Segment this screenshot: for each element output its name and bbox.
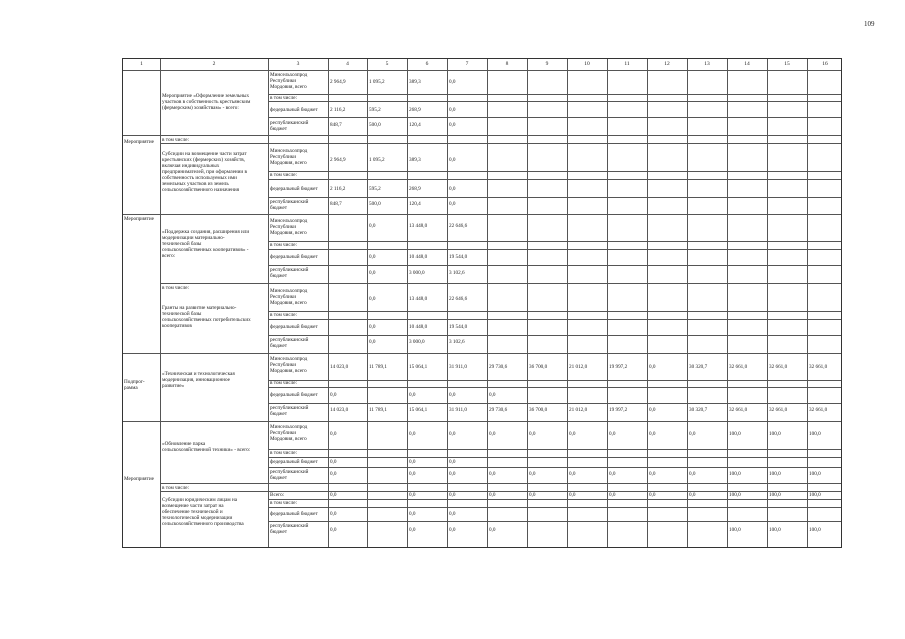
source-label: республиканский бюджет [270,523,309,535]
value-cell: 29 730,6 [489,364,508,370]
value-cell: 100,0 [729,471,741,477]
value-cell: 0,0 [449,471,456,477]
value-cell: 15 064,1 [409,407,428,413]
value-cell: 120,4 [409,122,421,128]
page-number: 109 [864,20,875,28]
value-cell: 0,0 [689,471,696,477]
source-label: республиканский бюджет [270,337,309,349]
value-cell: 0,0 [489,392,496,398]
source-label: Минсельхозпрод Республики Мордовия, всего [270,356,308,374]
value-cell: 0,0 [369,296,376,302]
source-label: федеральный бюджет [270,324,318,330]
value-cell: 0,0 [449,459,456,465]
source-label: Минсельхозпрод Республики Мордовия, всего [270,148,308,166]
value-cell: 100,0 [769,492,781,498]
value-cell: 19 997,2 [609,364,628,370]
value-cell: 22 646,6 [449,296,468,302]
value-cell: 0,0 [330,492,337,498]
row-type-label: Подпрог- рамма [124,379,145,391]
row-type-label: Мероприятие [124,476,154,482]
header-cell: 6 [425,61,429,67]
value-cell: 0,0 [409,431,416,437]
value-cell: 21 012,0 [569,364,588,370]
value-cell: 0,0 [529,492,536,498]
event-name: Гранты на развитие материально- технической базы сельскохозяйственных потребительских кооперативов [162,305,251,329]
value-cell: 14 023,0 [330,407,349,413]
value-cell: 0,0 [409,471,416,477]
value-cell: 32 661,0 [769,364,788,370]
value-cell: 31 911,0 [449,364,467,370]
value-cell: 0,0 [449,431,456,437]
value-cell: 100,0 [809,492,821,498]
value-cell: 0,0 [489,471,496,477]
value-cell: 100,0 [729,492,741,498]
value-cell: 32 661,0 [809,364,828,370]
value-cell: 10 448,0 [409,324,428,330]
value-cell: 848,7 [330,201,342,207]
value-cell: 0,0 [369,270,376,276]
value-cell: 100,0 [809,527,821,533]
value-cell: 29 730,6 [489,407,508,413]
value-cell: 13 448,0 [409,296,428,302]
value-cell: 0,0 [609,492,616,498]
value-cell: 0,0 [409,527,416,533]
including-label: в том числе: [162,137,190,143]
value-cell: 0,0 [409,492,416,498]
value-cell: 268,9 [409,107,421,113]
value-cell: 100,0 [809,431,821,437]
value-cell: 3 000,0 [409,270,425,276]
header-cell: 16 [822,61,828,67]
source-label: республиканский бюджет [270,199,309,211]
source-label: федеральный бюджет [270,459,318,465]
source-label: в том числе: [270,450,298,456]
value-cell: 0,0 [409,511,416,517]
value-cell: 11 789,1 [369,407,387,413]
budget-table [122,58,842,548]
source-label: Минсельхозпрод Республики Мордовия, всего [270,424,308,442]
value-cell: 11 789,1 [369,364,387,370]
header-cell: 2 [212,61,216,67]
value-cell: 2 116,2 [330,186,346,192]
value-cell: 10 448,0 [409,254,428,260]
value-cell: 100,0 [809,471,821,477]
value-cell: 0,0 [369,324,376,330]
including-label: в том числе: [162,485,190,491]
value-cell: 0,0 [330,431,337,437]
value-cell: 2 964,9 [330,79,346,85]
value-cell: 0,0 [409,459,416,465]
value-cell: 595,2 [369,107,381,113]
event-name: Субсидии юридическим лицам на возмещение части затрат на обеспечение технической и технологической модернизации сельскохозяйственного производства [162,497,244,527]
value-cell: 0,0 [409,392,416,398]
value-cell: 19 997,2 [609,407,628,413]
value-cell: 15 064,1 [409,364,428,370]
source-label: федеральный бюджет [270,392,318,398]
source-label: Всего: [270,492,285,498]
header-cell: 5 [385,61,389,67]
value-cell: 32 661,0 [729,364,748,370]
source-label: республиканский бюджет [270,267,309,279]
value-cell: 0,0 [529,431,536,437]
header-cell: 9 [545,61,549,67]
header-cell: 3 [296,61,300,67]
value-cell: 2 964,9 [330,157,346,163]
source-label: республиканский бюджет [270,405,309,417]
value-cell: 0,0 [330,511,337,517]
value-cell: 14 023,0 [330,364,349,370]
value-cell: 0,0 [489,527,496,533]
header-cell: 8 [505,61,509,67]
value-cell: 0,0 [330,471,337,477]
source-label: республиканский бюджет [270,120,309,132]
event-name: Мероприятие «Оформление земельных участков в собственность крестьянским (фермерским) хозяйствам» - всего: [162,93,251,111]
value-cell: 595,2 [369,186,381,192]
value-cell: 3 000,0 [409,339,425,345]
value-cell: 0,0 [569,471,576,477]
value-cell: 0,0 [689,431,696,437]
value-cell: 100,0 [769,527,781,533]
value-cell: 3 102,6 [449,270,465,276]
value-cell: 0,0 [449,79,456,85]
value-cell: 0,0 [449,492,456,498]
header-cell: 7 [465,61,469,67]
including-label: в том числе: [162,285,190,291]
value-cell: 0,0 [649,492,656,498]
value-cell: 31 911,0 [449,407,467,413]
value-cell: 0,0 [609,431,616,437]
header-cell: 12 [664,61,670,67]
value-cell: 32 661,0 [809,407,828,413]
header-cell: 4 [346,61,349,67]
value-cell: 1 095,2 [369,157,385,163]
value-cell: 2 116,2 [330,107,346,113]
value-cell: 22 646,6 [449,223,468,229]
value-cell: 0,0 [649,364,656,370]
header-cell: 13 [704,61,710,67]
value-cell: 3 102,6 [449,339,465,345]
value-cell: 0,0 [609,471,616,477]
value-cell: 0,0 [489,431,496,437]
value-cell: 0,0 [369,254,376,260]
value-cell: 0,0 [330,459,337,465]
value-cell: 0,0 [449,122,456,128]
header-cell: 10 [584,61,590,67]
source-label: федеральный бюджет [270,107,318,113]
source-label: республиканский бюджет [270,469,309,481]
value-cell: 0,0 [649,407,656,413]
value-cell: 13 448,0 [409,223,428,229]
value-cell: 848,7 [330,122,342,128]
value-cell: 389,3 [409,157,421,163]
value-cell: 389,3 [409,79,421,85]
header-cell: 1 [140,61,143,67]
value-cell: 0,0 [689,492,696,498]
source-label: в том числе: [270,172,298,178]
value-cell: 21 012,0 [569,407,588,413]
event-name: «Обновление парка сельскохозяйственной техники» - всего: [162,441,251,453]
value-cell: 30 320,7 [689,407,708,413]
value-cell: 100,0 [729,431,741,437]
source-label: в том числе: [270,95,298,101]
value-cell: 0,0 [649,431,656,437]
value-cell: 0,0 [330,392,337,398]
source-label: федеральный бюджет [270,254,318,260]
value-cell: 0,0 [369,223,376,229]
source-label: Минсельхозпрод Республики Мордовия, всего [270,72,308,90]
value-cell: 0,0 [330,527,337,533]
value-cell: 268,9 [409,186,421,192]
source-label: Минсельхозпрод Республики Мордовия, всего [270,218,308,236]
header-cell: 11 [624,61,630,67]
value-cell: 0,0 [529,471,536,477]
value-cell: 0,0 [449,107,456,113]
value-cell: 100,0 [769,431,781,437]
value-cell: 100,0 [729,527,741,533]
event-name: «Техническая и технологическая модернизация, инновационное развитие» [162,371,235,389]
header-cell: 14 [744,61,750,67]
value-cell: 1 095,2 [369,79,385,85]
value-cell: 32 661,0 [729,407,748,413]
value-cell: 0,0 [449,157,456,163]
value-cell: 0,0 [449,511,456,517]
value-cell: 120,4 [409,201,421,207]
source-label: федеральный бюджет [270,511,318,517]
value-cell: 100,0 [769,471,781,477]
value-cell: 0,0 [569,492,576,498]
value-cell: 0,0 [369,339,376,345]
value-cell: 0,0 [449,392,456,398]
value-cell: 0,0 [569,431,576,437]
value-cell: 36 700,0 [529,407,548,413]
row-type-label: Мероприятие [124,216,154,222]
value-cell: 0,0 [449,527,456,533]
event-name: «Поддержка создания, расширения или модернизации материально- технической базы сельскохозяйственных кооперативов» - всего: [162,229,250,259]
value-cell: 500,0 [369,122,381,128]
value-cell: 0,0 [649,471,656,477]
event-name: Субсидии на возмещение части затрат крестьянских (фермерских) хозяйств, включая индивидуальных предпринимателей, при оформлении в собственность используемых ими земельных участков из земель сельскохозяйственного назначения [162,151,247,193]
value-cell: 19 544,0 [449,324,468,330]
value-cell: 0,0 [489,492,496,498]
value-cell: 0,0 [449,201,456,207]
value-cell: 30 320,7 [689,364,708,370]
value-cell: 36 700,0 [529,364,548,370]
source-label: федеральный бюджет [270,186,318,192]
source-label: в том числе: [270,500,298,506]
value-cell: 19 544,0 [449,254,468,260]
value-cell: 32 661,0 [769,407,788,413]
value-cell: 500,0 [369,201,381,207]
header-cell: 15 [784,61,790,67]
value-cell: 0,0 [449,186,456,192]
source-label: в том числе: [270,312,298,318]
source-label: в том числе: [270,380,298,386]
source-label: Минсельхозпрод Республики Мордовия, всего [270,288,308,306]
source-label: в том числе: [270,242,298,248]
row-type-label: Мероприятие [124,139,154,145]
